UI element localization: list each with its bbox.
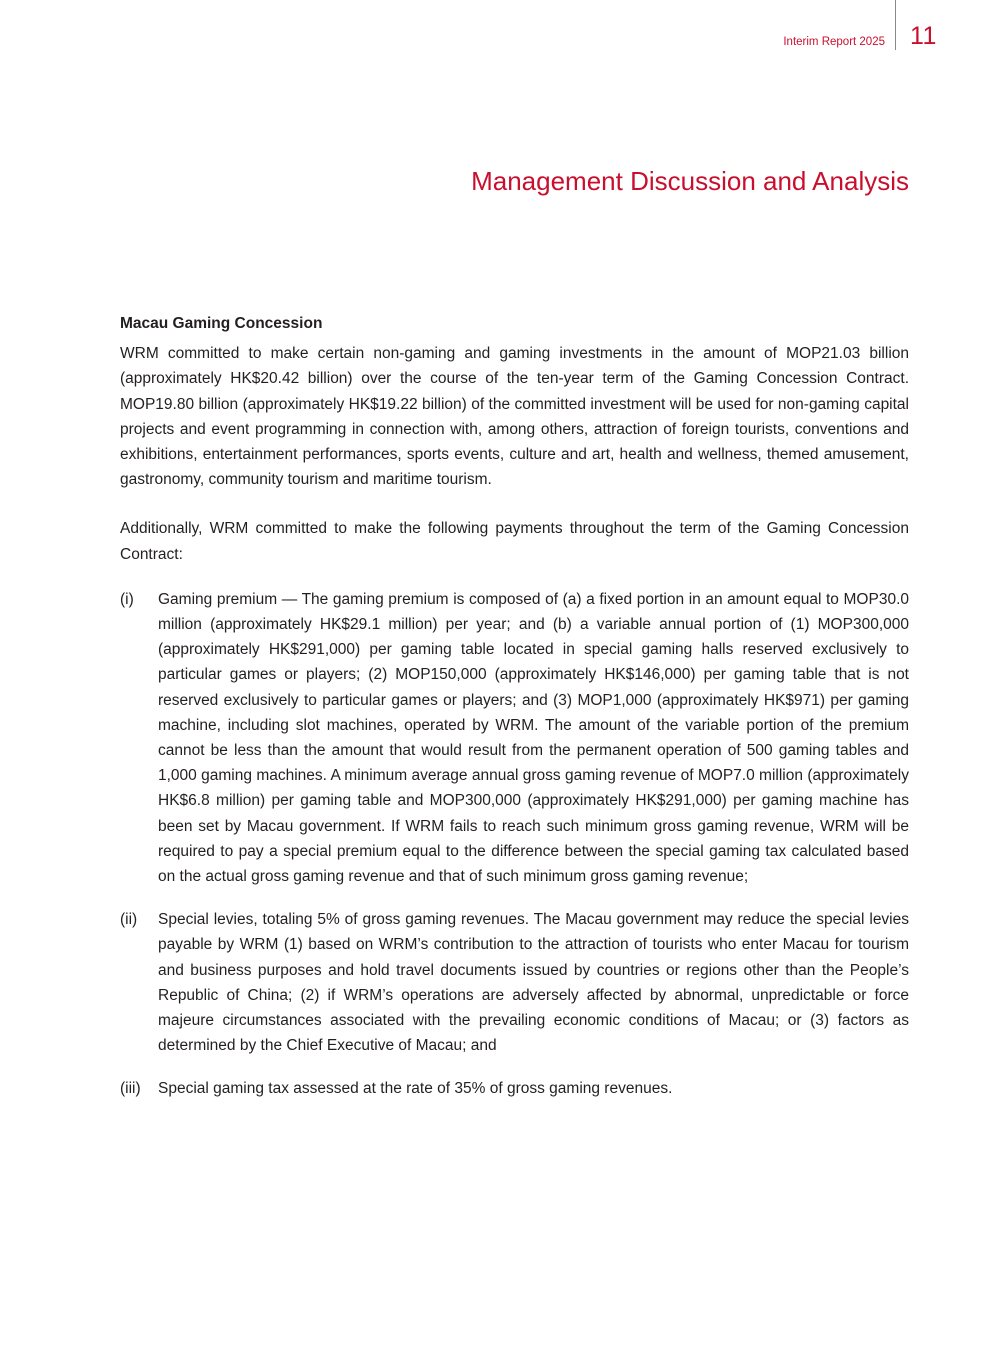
body-content (120, 311, 909, 1120)
list-item (120, 907, 909, 1058)
subheading: Macau Gaming Concession (120, 315, 323, 332)
paragraph-payments-intro: Additionally, WRM committed to make the following payments throughout the term of the Gaming Concession Contract: (120, 520, 909, 563)
payments-list (120, 587, 909, 1102)
page-number: 11 (910, 22, 937, 50)
list-marker: (iii) (120, 1080, 141, 1098)
list-marker: (ii) (120, 911, 138, 929)
list-item (120, 587, 909, 889)
list-item-text: Gaming premium — The gaming premium is composed of (a) a fixed portion in an amount equal to MOP30.0 million (approximately HK$29.1 million) per year; and (b) a variable annual portion of (1) MOP300,000 (approximately HK$291,000) per gaming table located in special gaming halls reserved exclusively to particular games or players; (2) MOP150,000 (approximately HK$146,000) per gaming table that is not reserved exclusively to particular games or players; and (3) MOP1,000 (approximately HK$971) per gaming machine, including slot machines, operated by WRM. The amount of the variable portion of the premium cannot be less than the amount that would result from the permanent operation of 500 gaming tables and 1,000 gaming machines. A minimum average annual gross gaming revenue of MOP7.0 million (approximately HK$6.8 million) per gaming table and MOP300,000 (approximately HK$291,000) per gaming machine has been set by Macau government. If WRM fails to reach such minimum gross gaming revenue, WRM will be required to pay a special premium equal to the difference between the special gaming tax calculated based on the actual gross gaming revenue and that of such minimum gross gaming revenue; (158, 590, 909, 886)
section-title: Management Discussion and Analysis (471, 166, 909, 196)
list-item-text: Special levies, totaling 5% of gross gaming revenues. The Macau government may reduce the special levies payable by WRM (1) based on WRM’s contribution to the attraction of tourists who enter Macau for tourism and business purposes and hold travel documents issued by countries or regions other than the People’s Republic of China; (2) if WRM’s operations are adversely affected by abnormal, unpredictable or force majeure circumstances associated with the prevailing economic conditions of Macau; or (3) factors as determined by the Chief Executive of Macau; and (158, 911, 909, 1055)
paragraph-investment-commitment: WRM committed to make certain non-gaming and gaming investments in the amount of MOP21.03 billion (approximately HK$20.42 billion) over the course of the ten-year term of the Gaming Concession Contract. MOP19.80 billion (approximately HK$19.22 billion) of the committed investment will be used for non-gaming capital projects and event programming in connection with, among others, attraction of foreign tourists, conventions and exhibitions, entertainment performances, sports events, culture and art, health and wellness, themed amusement, gastronomy, community tourism and maritime tourism. (120, 345, 909, 489)
header-divider (895, 0, 896, 50)
list-item-text: Special gaming tax assessed at the rate of 35% of gross gaming revenues. (158, 1080, 673, 1098)
report-label: Interim Report 2025 (783, 36, 885, 48)
list-marker: (i) (120, 590, 134, 608)
list-item (120, 1076, 909, 1101)
